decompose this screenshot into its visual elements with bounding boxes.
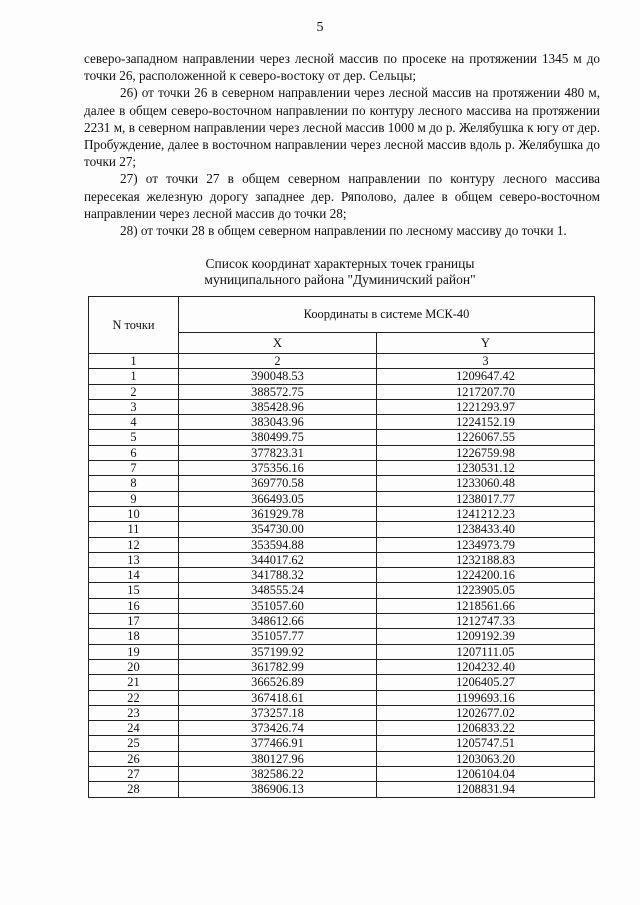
header-x: X	[179, 332, 377, 353]
coordinates-table-body	[89, 369, 595, 797]
cell-point-number: 16	[89, 598, 179, 613]
cell-x: 344017.62	[179, 552, 377, 567]
table-row	[89, 445, 595, 460]
cell-point-number: 7	[89, 461, 179, 476]
cell-y: 1206833.22	[377, 721, 595, 736]
table-row	[89, 461, 595, 476]
cell-point-number: 20	[89, 659, 179, 674]
table-row	[89, 675, 595, 690]
table-row	[89, 598, 595, 613]
cell-x: 351057.60	[179, 598, 377, 613]
table-row	[89, 522, 595, 537]
cell-x: 377466.91	[179, 736, 377, 751]
table-row	[89, 399, 595, 414]
cell-y: 1238433.40	[377, 522, 595, 537]
cell-point-number: 17	[89, 614, 179, 629]
index-cell-2: 2	[179, 354, 377, 369]
table-row	[89, 736, 595, 751]
table-row	[89, 430, 595, 445]
cell-y: 1226759.98	[377, 445, 595, 460]
cell-x: 373426.74	[179, 721, 377, 736]
table-row	[89, 659, 595, 674]
table-row	[89, 721, 595, 736]
cell-y: 1241212.23	[377, 506, 595, 521]
cell-y: 1208831.94	[377, 782, 595, 797]
cell-point-number: 15	[89, 583, 179, 598]
cell-x: 357199.92	[179, 644, 377, 659]
paragraph-27: 27) от точки 27 в общем северном направлении по контуру лесного массива пересекая железную дорогу западнее дер. Ряполово, далее в общем северо-восточном направлении через лесной массив до точки 28;	[84, 171, 600, 221]
cell-point-number: 24	[89, 721, 179, 736]
table-row	[89, 767, 595, 782]
table-row	[89, 614, 595, 629]
cell-y: 1209647.42	[377, 369, 595, 384]
cell-x: 341788.32	[179, 568, 377, 583]
paragraph-continuation: северо-западном направлении через лесной массив по просеке на протяжении 1345 м до точки 26, расположенной к северо-востоку от дер. Сельцы;	[84, 51, 600, 84]
cell-x: 348612.66	[179, 614, 377, 629]
list-title-line-1: Список координат характерных точек границы	[205, 256, 475, 271]
cell-x: 377823.31	[179, 445, 377, 460]
table-row	[89, 415, 595, 430]
cell-point-number: 19	[89, 644, 179, 659]
cell-y: 1233060.48	[377, 476, 595, 491]
cell-x: 351057.77	[179, 629, 377, 644]
table-row	[89, 629, 595, 644]
cell-x: 361782.99	[179, 659, 377, 674]
paragraph-26: 26) от точки 26 в северном направлении через лесной массив на протяжении 480 м, далее в общем северо-восточном направлении по контуру лесного массива на протяжении 2231 м, в северном направлении через лесной массив 1000 м до р. Желябушка к югу от дер. Пробуждение, далее в восточном направлении через лесной массив вдоль р. Желябушка до точки 27;	[84, 85, 600, 170]
cell-x: 375356.16	[179, 461, 377, 476]
cell-point-number: 26	[89, 751, 179, 766]
cell-point-number: 3	[89, 399, 179, 414]
table-row	[89, 705, 595, 720]
cell-y: 1221293.97	[377, 399, 595, 414]
cell-y: 1226067.55	[377, 430, 595, 445]
list-title-line-2: муниципального района "Думиничский район"	[204, 272, 476, 287]
cell-point-number: 18	[89, 629, 179, 644]
cell-x: 361929.78	[179, 506, 377, 521]
list-title	[180, 256, 500, 288]
cell-point-number: 10	[89, 506, 179, 521]
cell-point-number: 9	[89, 491, 179, 506]
cell-point-number: 2	[89, 384, 179, 399]
cell-point-number: 13	[89, 552, 179, 567]
cell-x: 382586.22	[179, 767, 377, 782]
cell-point-number: 12	[89, 537, 179, 552]
table-row	[89, 690, 595, 705]
table-row	[89, 751, 595, 766]
paragraph-28: 28) от точки 28 в общем северном направлении по лесному массиву до точки 1.	[120, 223, 567, 239]
cell-point-number: 6	[89, 445, 179, 460]
cell-point-number: 22	[89, 690, 179, 705]
cell-y: 1206104.04	[377, 767, 595, 782]
header-coordinate-system: Координаты в системе МСК-40	[179, 297, 595, 333]
table-row	[89, 644, 595, 659]
table-row	[89, 476, 595, 491]
cell-x: 380499.75	[179, 430, 377, 445]
cell-point-number: 1	[89, 369, 179, 384]
cell-y: 1234973.79	[377, 537, 595, 552]
cell-x: 383043.96	[179, 415, 377, 430]
cell-point-number: 23	[89, 705, 179, 720]
cell-y: 1217207.70	[377, 384, 595, 399]
table-row	[89, 384, 595, 399]
cell-x: 367418.61	[179, 690, 377, 705]
body-text	[84, 50, 600, 239]
cell-y: 1209192.39	[377, 629, 595, 644]
cell-point-number: 27	[89, 767, 179, 782]
cell-point-number: 8	[89, 476, 179, 491]
cell-y: 1212747.33	[377, 614, 595, 629]
header-y: Y	[377, 332, 595, 353]
coordinates-table	[88, 296, 595, 798]
cell-y: 1202677.02	[377, 705, 595, 720]
cell-y: 1218561.66	[377, 598, 595, 613]
cell-y: 1223905.05	[377, 583, 595, 598]
page-number: 5	[316, 20, 324, 35]
cell-x: 385428.96	[179, 399, 377, 414]
cell-x: 390048.53	[179, 369, 377, 384]
cell-x: 386906.13	[179, 782, 377, 797]
cell-y: 1238017.77	[377, 491, 595, 506]
table-row	[89, 506, 595, 521]
cell-x: 366526.89	[179, 675, 377, 690]
cell-y: 1205747.51	[377, 736, 595, 751]
cell-x: 369770.58	[179, 476, 377, 491]
cell-point-number: 14	[89, 568, 179, 583]
cell-y: 1224152.19	[377, 415, 595, 430]
cell-y: 1203063.20	[377, 751, 595, 766]
cell-y: 1207111.05	[377, 644, 595, 659]
cell-x: 353594.88	[179, 537, 377, 552]
cell-y: 1206405.27	[377, 675, 595, 690]
index-cell-3: 3	[377, 354, 595, 369]
cell-point-number: 21	[89, 675, 179, 690]
cell-point-number: 5	[89, 430, 179, 445]
cell-point-number: 25	[89, 736, 179, 751]
cell-x: 354730.00	[179, 522, 377, 537]
cell-point-number: 4	[89, 415, 179, 430]
cell-x: 388572.75	[179, 384, 377, 399]
cell-point-number: 28	[89, 782, 179, 797]
cell-point-number: 11	[89, 522, 179, 537]
cell-x: 380127.96	[179, 751, 377, 766]
cell-x: 366493.05	[179, 491, 377, 506]
table-row	[89, 782, 595, 797]
table-row	[89, 552, 595, 567]
cell-x: 373257.18	[179, 705, 377, 720]
cell-y: 1204232.40	[377, 659, 595, 674]
table-row	[89, 369, 595, 384]
cell-y: 1199693.16	[377, 690, 595, 705]
cell-y: 1224200.16	[377, 568, 595, 583]
cell-y: 1232188.83	[377, 552, 595, 567]
cell-x: 348555.24	[179, 583, 377, 598]
table-row	[89, 583, 595, 598]
table-row	[89, 491, 595, 506]
table-row	[89, 537, 595, 552]
cell-y: 1230531.12	[377, 461, 595, 476]
table-row	[89, 568, 595, 583]
index-cell-1: 1	[89, 354, 179, 369]
header-point-number: N точки	[89, 297, 179, 354]
